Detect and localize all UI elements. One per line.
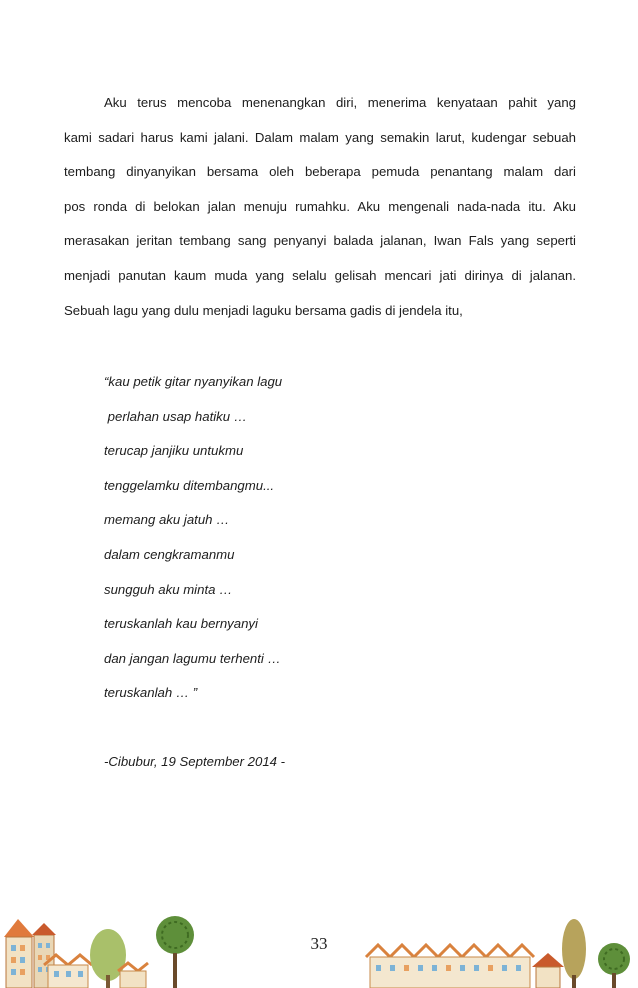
song-lyrics	[104, 365, 282, 711]
lyric-line: tenggelamku ditembangmu...	[104, 477, 275, 493]
left-houses	[4, 916, 194, 988]
lyric-line: perlahan usap hatiku …	[104, 408, 247, 424]
paragraph-line: Aku terus mencoba menenangkan diri, menerima kenyataan pahit yang	[104, 95, 576, 110]
lyric-line: memang aku jatuh …	[104, 512, 230, 528]
lyric-line: sungguh aku minta …	[104, 581, 233, 597]
body-paragraph	[64, 86, 576, 328]
paragraph-line: Sebuah lagu yang dulu menjadi laguku bersama gadis di jendela itu,	[64, 302, 463, 318]
paragraph-line: pos ronda di belokan jalan menuju rumahku. Aku mengenali nada-nada itu. Aku	[64, 198, 576, 214]
page-number: 33	[310, 934, 328, 953]
lyric-line: dan jangan lagumu terhenti …	[104, 650, 281, 666]
lyric-line: teruskanlah kau bernyanyi	[104, 616, 258, 632]
lyric-line: terucap janjiku untukmu	[104, 443, 244, 459]
lyric-line: teruskanlah … ”	[104, 685, 198, 701]
lyric-line: dalam cengkramanmu	[104, 546, 235, 562]
paragraph-line: menjadi panutan kaum muda yang selalu gelisah mencari jati dirinya di jalanan.	[64, 267, 576, 283]
paragraph-line: merasakan jeritan tembang sang penyanyi balada jalanan, Iwan Fals yang seperti	[64, 233, 576, 249]
date-signoff: -Cibubur, 19 September 2014 -	[104, 754, 286, 769]
paragraph-line: tembang dinyanyikan bersama oleh beberapa pemuda penantang malam dari	[64, 164, 576, 180]
right-houses	[366, 919, 630, 988]
lyric-line: “kau petik gitar nyanyikan lagu	[104, 374, 283, 389]
paragraph-line: kami sadari harus kami jalani. Dalam malam yang semakin larut, kudengar sebuah	[64, 129, 576, 145]
